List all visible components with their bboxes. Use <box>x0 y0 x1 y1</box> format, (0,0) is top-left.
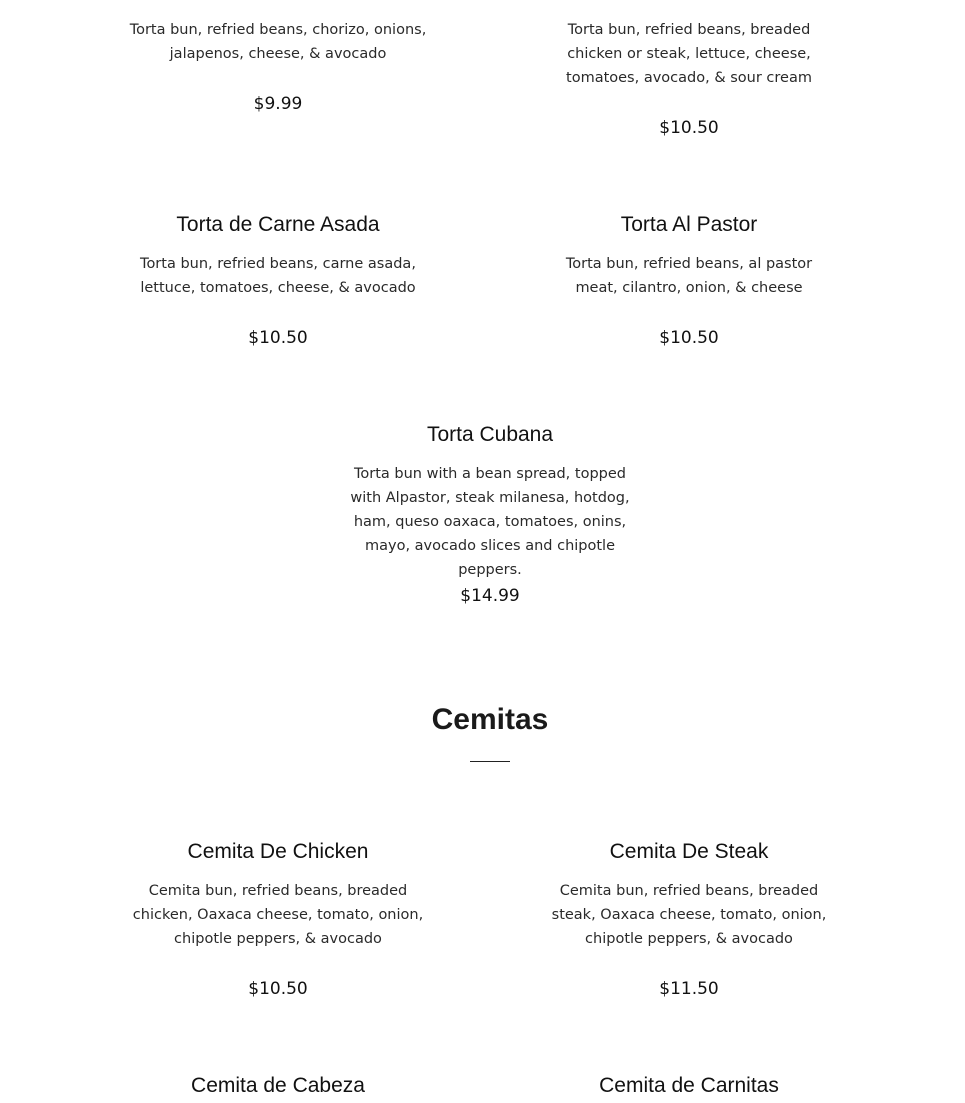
menu-item-description: Torta bun with a bean spread, topped with Alpastor, steak milanesa, hotdog, ham, queso oaxaca, tomatoes, onins, mayo, avocado slices and chipotle peppers. <box>350 466 630 578</box>
menu-item-price: $10.50 <box>248 979 308 999</box>
menu-item-name: Cemita de Carnitas <box>599 1074 779 1097</box>
section-divider <box>470 761 510 762</box>
section-title: Cemitas <box>431 703 549 736</box>
menu-item-description: Torta bun, refried beans, carne asada, lettuce, tomatoes, cheese, & avocado <box>140 256 416 296</box>
menu-item-name: Torta Al Pastor <box>620 213 758 236</box>
menu-item-price: $14.99 <box>460 586 520 606</box>
menu-item-description: Torta bun, refried beans, breaded chicken or steak, lettuce, cheese, tomatoes, avocado, & sour cream <box>566 22 812 86</box>
menu-item-description: Cemita bun, refried beans, breaded chicken, Oaxaca cheese, tomato, onion, chipotle peppers, & avocado <box>132 883 424 947</box>
menu-item-price: $9.99 <box>253 94 303 114</box>
menu-item-price: $11.50 <box>659 979 719 999</box>
menu-item-description: Torta bun, refried beans, chorizo, onions, jalapenos, cheese, & avocado <box>129 22 427 62</box>
menu-item-description: Torta bun, refried beans, al pastor meat, cilantro, onion, & cheese <box>565 256 813 296</box>
menu-item-description: Cemita bun, refried beans, breaded steak, Oaxaca cheese, tomato, onion, chipotle peppers, & avocado <box>551 883 827 947</box>
menu-item-name: Cemita de Cabeza <box>191 1074 365 1097</box>
menu-item-name: Torta de Carne Asada <box>176 213 380 236</box>
menu-item-name: Cemita De Chicken <box>187 840 369 863</box>
menu-item-price: $10.50 <box>659 328 719 348</box>
menu-item-price: $10.50 <box>659 118 719 138</box>
menu-item-name: Torta Cubana <box>426 423 554 446</box>
menu-item-name: Cemita De Steak <box>609 840 769 863</box>
menu-item-price: $10.50 <box>248 328 308 348</box>
